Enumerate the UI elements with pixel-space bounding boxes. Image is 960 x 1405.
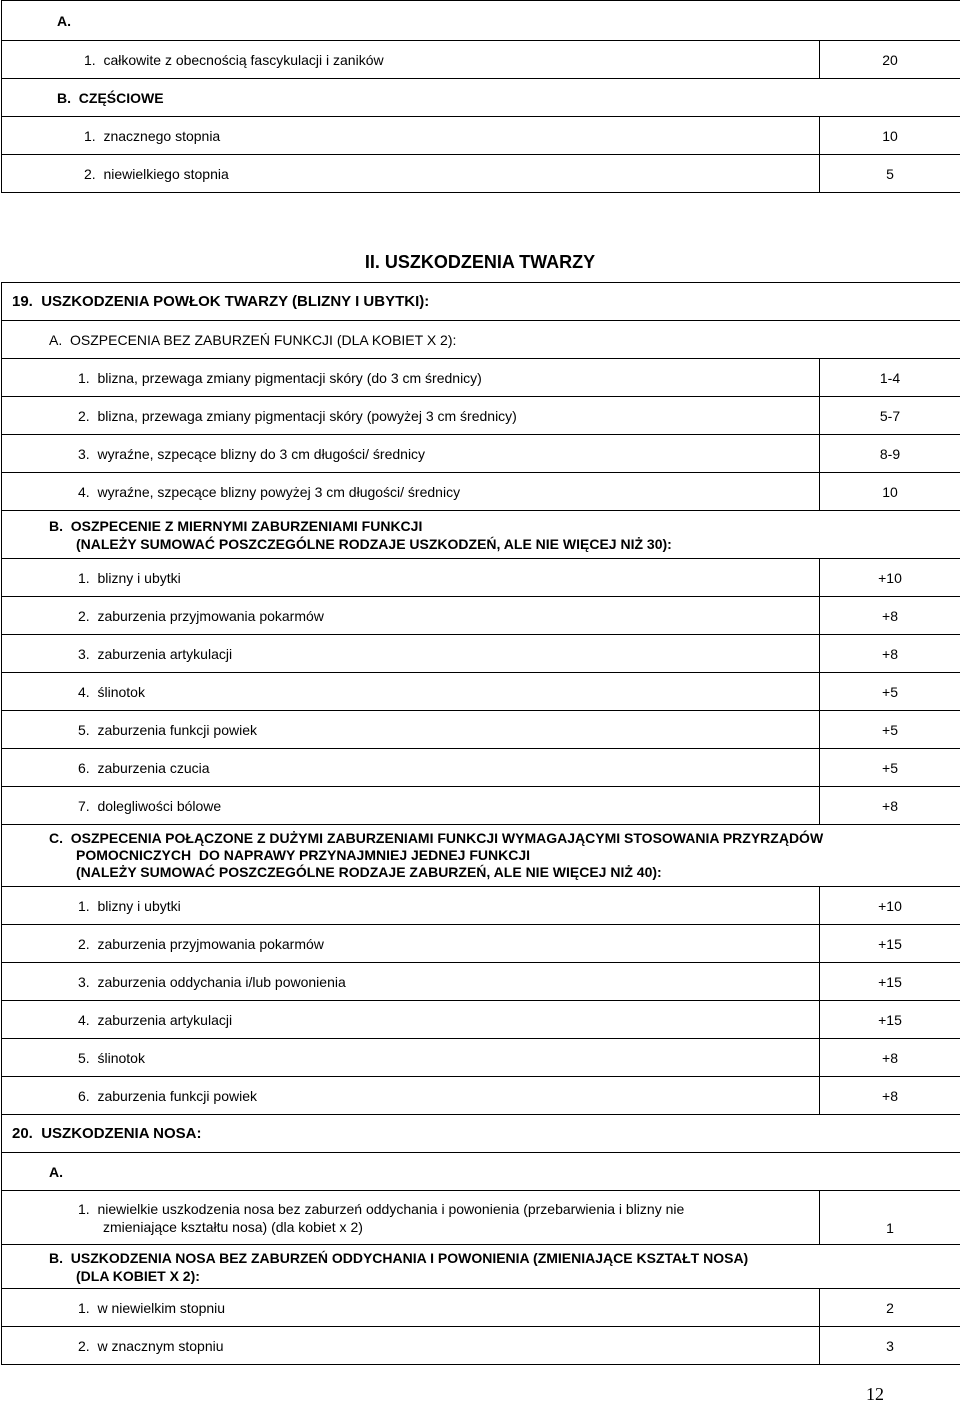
table-row: 3. wyraźne, szpecące blizny do 3 cm długości/ średnicy 8-9	[2, 435, 960, 473]
table-row: 5. zaburzenia funkcji powiek +5	[2, 711, 960, 749]
table-row: 3. zaburzenia artykulacji +8	[2, 635, 960, 673]
table-row: 1. znacznego stopnia 10	[2, 117, 960, 155]
table-row: 1. w niewielkim stopniu 2	[2, 1289, 960, 1327]
table-row: 1. niewielkie uszkodzenia nosa bez zaburzeń oddychania i powonienia (przebarwienia i blizny nie zmieniające kształtu nosa) (dla kobiet x 2) 1	[2, 1191, 960, 1245]
section-20a-label: A.	[2, 1164, 63, 1180]
section-20-title: USZKODZENIA NOSA:	[41, 1125, 201, 1142]
table-row: 2. zaburzenia przyjmowania pokarmów +8	[2, 597, 960, 635]
table-row: 4. ślinotok +5	[2, 673, 960, 711]
table-row: 2. niewielkiego stopnia 5	[2, 155, 960, 193]
table-row: 1. całkowite z obecnością fascykulacji i zaników 20	[2, 41, 960, 79]
table-row: 3. zaburzenia oddychania i/lub powonienia +15	[2, 963, 960, 1001]
table-row: 2. w znacznym stopniu 3	[2, 1327, 960, 1365]
section-19-table: 19. USZKODZENIA POWŁOK TWARZY (BLIZNY I UBYTKI): A. OSZPECENIA BEZ ZABURZEŃ FUNKCJI (DLA KOBIET X 2): 1. blizna, przewaga zmiany pigmentacji skóry (do 3 cm średnicy) 1-4 2. blizna, przewaga zmiany pigmentacji skóry (powyżej 3 cm średnicy) 5-7 3. wyraźne, szpecące blizny do 3 cm długości/ średnicy 8-9 4. wyraźne, szpecące blizny powyżej 3 cm długości/ średnicy 10 B. OSZPECENIE Z MIERNYMI ZABURZENIAMI FUNKCJI (NALEŻY SUMOWAĆ POSZCZEGÓLNE RODZAJE USZKODZEŃ, ALE NIE WIĘCEJ NIŻ 30): 1. blizny i ubytki +10 2. zaburzenia przyjmowania pokarmów +8 3. zaburzenia artykulacji +8 4. ślinotok +5 5. zaburzenia funkcji powiek +5 6. zaburzenia czucia +5 7. dolegliwości bólowe +8 C. OSZPECENIA POŁĄCZONE Z DUŻYMI ZABURZENIAMI FUNKCJI WYMAGAJĄCYMI STOSOWANIA PRZYRZĄDÓW POMOCNICZYCH DO NAPRAWY PRZYNAJMNIEJ JEDNEJ FUNKCJI (NALEŻY SUMOWAĆ POSZCZEGÓLNE RODZAJE ZABURZEŃ, ALE NIE WIĘCEJ NIŻ 40): 1. blizny i ubytki +10 2. zaburzenia przyjmowania pokarmów +15 3. zaburzenia oddychania i/lub powonienia +15 4. zaburzenia artykulacji +15 5. ślinotok +8 6. zaburzenia funkcji powiek +8 20. USZKODZENIA NOSA: A. 1. niewielkie uszkodzenia nosa bez zaburzeń oddychania i powonienia (przebarwienia i blizny nie zmieniające kształtu nosa) (dla kobiet x 2) 1 B. USZKODZENIA NOSA BEZ ZABURZEŃ ODDYCHANIA I POWONIENIA (ZMIENIAJĄCE KSZTAŁT NOSA) (DLA KOBIET X 2): 1. w niewielkim stopniu 2 2. w znacznym stopniu 3	[1, 282, 960, 1365]
table-row: 2. zaburzenia przyjmowania pokarmów +15	[2, 925, 960, 963]
table-row: 1. blizna, przewaga zmiany pigmentacji skóry (do 3 cm średnicy) 1-4	[2, 359, 960, 397]
table-row: 1. blizny i ubytki +10	[2, 559, 960, 597]
section-19-number: 19.	[2, 293, 33, 310]
page-number: 12	[866, 1384, 884, 1405]
section-19c-title: OSZPECENIA POŁĄCZONE Z DUŻYMI ZABURZENIAMI FUNKCJI WYMAGAJĄCYMI STOSOWANIA PRZYRZĄDÓW	[71, 830, 823, 846]
section-20b-title: USZKODZENIA NOSA BEZ ZABURZEŃ ODDYCHANIA I POWONIENIA (ZMIENIAJĄCE KSZTAŁT NOSA)	[71, 1250, 748, 1266]
section-19b-title: OSZPECENIE Z MIERNYMI ZABURZENIAMI FUNKCJI	[71, 518, 423, 534]
section-a-label: A.	[2, 13, 71, 29]
table-row: 6. zaburzenia czucia +5	[2, 749, 960, 787]
table-row: B. CZĘŚCIOWE	[2, 79, 960, 117]
table-row: 5. ślinotok +8	[2, 1039, 960, 1077]
top-table	[1, 0, 960, 193]
section-19a-title: OSZPECENIA BEZ ZABURZEŃ FUNKCJI (DLA KOBIET X 2):	[70, 332, 456, 348]
chapter-title: II. USZKODZENIA TWARZY	[0, 252, 960, 273]
table-row: 7. dolegliwości bólowe +8	[2, 787, 960, 825]
table-row: 2. blizna, przewaga zmiany pigmentacji skóry (powyżej 3 cm średnicy) 5-7	[2, 397, 960, 435]
section-19-title: USZKODZENIA POWŁOK TWARZY (BLIZNY I UBYTKI):	[41, 293, 429, 310]
table-row: 4. zaburzenia artykulacji +15	[2, 1001, 960, 1039]
table-row: 6. zaburzenia funkcji powiek +8	[2, 1077, 960, 1115]
table-row: 1. blizny i ubytki +10	[2, 887, 960, 925]
table-row: 4. wyraźne, szpecące blizny powyżej 3 cm długości/ średnicy 10	[2, 473, 960, 511]
section-20-number: 20.	[2, 1125, 33, 1142]
